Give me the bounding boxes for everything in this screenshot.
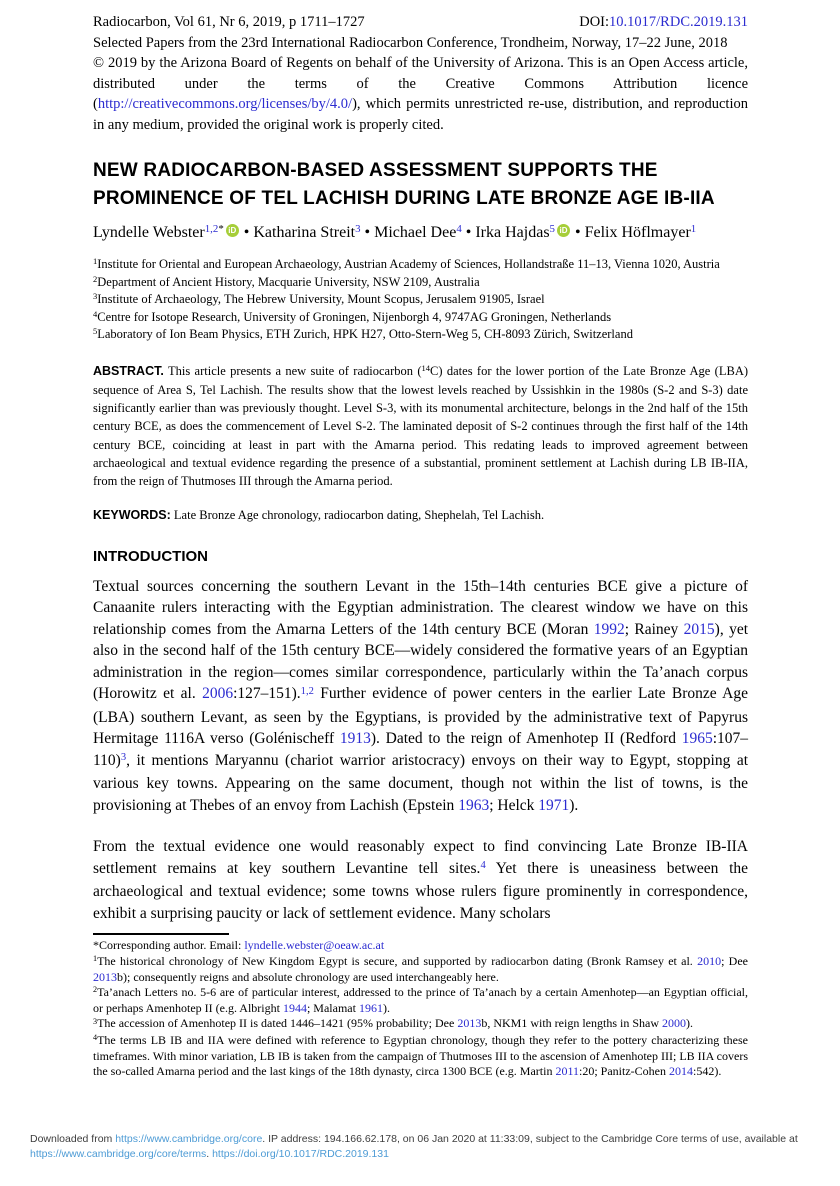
journal-reference: Radiocarbon, Vol 61, Nr 6, 2019, p 1711–1727 (93, 14, 365, 30)
journal-header-line (93, 12, 748, 33)
text-segment: b); consequently reigns and absolute chronology are used interchangeably here. (117, 969, 499, 984)
inline-link[interactable]: https://www.cambridge.org/core (115, 1133, 263, 1145)
text-segment: b, NKM1 with reign lengths in Shaw (481, 1016, 662, 1031)
intro-paragraph-2 (93, 836, 748, 924)
footnotes (93, 938, 748, 1079)
text-segment: ; Helck (489, 796, 539, 814)
author-line (93, 221, 748, 246)
affiliation-1 (93, 256, 748, 274)
text-segment: The historical chronology of New Kingdom Egypt is secure, and supported by radiocarbon dating (Bronk Ramsey et al. (97, 953, 698, 968)
inline-link[interactable]: 2013 (457, 1016, 482, 1031)
footnote-separator (93, 933, 229, 935)
text-segment: *Corresponding author. Email: (93, 938, 245, 953)
text-segment: • Irka Hajdas (461, 224, 550, 241)
inline-link[interactable]: 3 (355, 223, 361, 236)
text-segment: ), which permits unrestricted re-use, distribution, and reproduction in any medium, provided the original work is properly cited. (93, 96, 748, 133)
intro-paragraph-1 (93, 576, 748, 817)
text-segment: . (206, 1148, 213, 1160)
inline-link[interactable]: https://www.cambridge.org/core/terms (30, 1148, 207, 1160)
text-segment: The terms LB IB and IIA were defined with reference to Egyptian chronology, though they refer to the pottery characterizing these timeframes. With minor variation, LB IB is taken from the campaign of Thutmoses III to the ascension of Amenhotep III; LB IIA covers the so-called Amarna period and the last kings of the 18th dynasty, circa 1300 BCE (e.g. Martin (93, 1032, 748, 1078)
introduction-heading: INTRODUCTION (93, 547, 208, 565)
text-segment: Downloaded from (30, 1133, 116, 1145)
text-segment: , it mentions Maryannu (chariot warrior aristocracy) envoys on their way to Egypt, stopping at various key towns. Appearing on the same document, though not within the list of towns, is the provisioning at Thebes of an envoy from Lachish (Epstein (93, 751, 748, 814)
text-segment: 1 (93, 953, 98, 963)
inline-link[interactable]: 2006 (202, 685, 234, 703)
keywords-label: KEYWORDS: (93, 507, 171, 522)
text-segment: The accession of Amenhotep II is dated 1446–1421 (95% probability; Dee (97, 1016, 458, 1031)
affiliations (93, 256, 748, 344)
text-segment: 4 (93, 308, 98, 319)
text-segment: :107–110) (93, 730, 748, 769)
inline-link[interactable]: http://creativecommons.org/licenses/by/4.0/ (97, 96, 353, 112)
text-segment: Institute of Archaeology, The Hebrew University, Mount Scopus, Jerusalem 91905, Israel (97, 292, 545, 306)
inline-link[interactable]: 1971 (538, 796, 570, 814)
doi-link[interactable]: 10.1017/RDC.2019.131 (609, 14, 748, 30)
text-segment: This article presents a new suite of radiocarbon ( (163, 363, 422, 378)
text-segment: Department of Ancient History, Macquarie University, NSW 2109, Australia (97, 274, 480, 289)
text-segment: Laboratory of Ion Beam Physics, ETH Zurich, HPK H27, Otto-Stern-Weg 5, CH-8093 Zürich, Switzerland (97, 327, 633, 341)
inline-link[interactable]: 1963 (458, 796, 490, 814)
conference-line: Selected Papers from the 23rd International Radiocarbon Conference, Trondheim, Norway, 17–22 June, 2018 (93, 34, 728, 51)
text-segment: ). (685, 1016, 693, 1031)
orcid-icon[interactable]: iD (557, 224, 570, 237)
text-segment: ), yet also in the second half of the 15th century BCE—widely considered the formative years of an Egyptian administration in the region—comes similar correspondence, particularly within the Ta’anach corpus (Horowitz et al. (93, 620, 749, 703)
text-segment: Institute for Oriental and European Archaeology, Austrian Academy of Sciences, Hollandstraße 11–13, Vienna 1020, Austria (97, 257, 720, 271)
inline-link[interactable]: 1961 (358, 1001, 383, 1016)
text-segment: * (218, 223, 224, 236)
inline-link[interactable]: 1944 (282, 1001, 307, 1016)
copyright-notice (93, 53, 748, 135)
affiliation-2 (93, 274, 748, 292)
affiliation-3 (93, 291, 748, 309)
text-segment: ; Malamat (306, 1001, 359, 1016)
text-segment: • Katharina Streit (239, 224, 356, 241)
doi-line (579, 12, 748, 33)
text-segment: :127–151). (233, 685, 301, 703)
text-segment: ). Dated to the reign of Amenhotep II (Redford (370, 730, 682, 748)
inline-link[interactable]: 2015 (683, 620, 715, 638)
text-segment: Yet there is uneasiness between the archaeological and textual evidence; some towns whose rulers figure prominently in correspondence, exhibit a surprising paucity or lack of settlement evidence. Many scholars (93, 859, 749, 922)
text-segment: 4 (93, 1032, 98, 1042)
inline-link[interactable]: 4 (456, 223, 462, 236)
text-segment: . IP address: 194.166.62.178, on 06 Jan 2020 at 11:33:09, subject to the Cambridge Core terms of use, available at (262, 1133, 798, 1145)
inline-link[interactable]: 1,2 (300, 685, 314, 697)
text-segment: ; Rainey (624, 620, 684, 638)
footnote-1 (93, 954, 748, 985)
inline-link[interactable]: lyndelle.webster@oeaw.ac.at (244, 938, 385, 953)
text-segment: • Michael Dee (360, 224, 457, 241)
inline-link[interactable]: 2011 (555, 1064, 580, 1078)
text-segment: 1 (93, 256, 98, 267)
text-segment: ). (382, 1001, 390, 1016)
text-segment: Ta’anach Letters no. 5-6 are of particular interest, addressed to the prince of Ta’anach by a certain Amenhotep—an Egyptian official, or perhaps Amenhotep II (e.g. Albright (93, 984, 748, 1016)
orcid-icon[interactable]: iD (226, 224, 239, 237)
text-segment: ; Dee (721, 953, 748, 968)
inline-link[interactable]: 1992 (593, 620, 625, 638)
footnote-2 (93, 985, 748, 1016)
inline-link[interactable]: 1,2 (204, 223, 219, 236)
inline-link[interactable]: 3 (120, 752, 127, 764)
text-segment: ). (569, 796, 579, 814)
inline-link[interactable]: 2010 (697, 953, 722, 968)
inline-link[interactable]: 5 (549, 223, 555, 236)
text-segment: 5 (93, 326, 98, 337)
text-segment: 3 (93, 1016, 98, 1026)
abstract-text (93, 364, 748, 489)
affiliation-5 (93, 326, 748, 344)
text-segment: Lyndelle Webster (93, 224, 205, 241)
text-segment: 3 (93, 291, 98, 302)
footnote-4 (93, 1033, 748, 1080)
keywords (93, 506, 748, 524)
text-segment: © 2019 by the Arizona Board of Regents on behalf of the University of Arizona. This is an Open Access article, distributed under the terms of the Creative Commons Attribution licence ( (93, 55, 748, 112)
abstract-label: ABSTRACT. (93, 363, 164, 378)
inline-link[interactable]: https://doi.org/10.1017/RDC.2019.131 (212, 1148, 389, 1160)
text-segment: 2 (93, 985, 98, 995)
abstract (93, 362, 748, 491)
text-segment: Further evidence of power centers in the earlier Late Bronze Age (LBA) southern Levant, as seen by the Egyptians, is provided by the administrative text of Papyrus Hermitage 1116A verso (Golénischeff (93, 685, 749, 748)
text-segment: • Felix Höflmayer (570, 224, 691, 241)
inline-link[interactable]: 2014 (669, 1064, 694, 1078)
inline-link[interactable]: 1913 (339, 730, 371, 748)
text-segment: From the textual evidence one would reasonably expect to find convincing Late Bronze IB-IIA settlement remains at key southern Levantine tell sites. (93, 838, 748, 877)
doi-label: DOI: (579, 14, 610, 30)
page-footer (30, 1132, 802, 1162)
affiliation-4 (93, 309, 748, 327)
article-title: NEW RADIOCARBON-BASED ASSESSMENT SUPPORTS THE PROMINENCE OF TEL LACHISH DURING LATE BRONZE AGE IB-IIA (93, 160, 715, 209)
inline-link[interactable]: 2000 (661, 1016, 686, 1031)
footnote-corresponding-author (93, 938, 748, 953)
inline-link[interactable]: 2013 (93, 969, 117, 984)
footnote-3 (93, 1016, 748, 1032)
text-segment: :20; Panitz-Cohen (579, 1064, 670, 1078)
keywords-text: Late Bronze Age chronology, radiocarbon dating, Shephelah, Tel Lachish. (170, 507, 545, 522)
inline-link[interactable]: 1965 (681, 730, 713, 748)
inline-link[interactable]: 4 (480, 860, 486, 872)
text-segment: Textual sources concerning the southern Levant in the 15th–14th centuries BCE give a picture of Canaanite rulers interacting with the Egyptian administration. The clearest window we have on this relationship comes from the Amarna Letters of the 14th century BCE (Moran (93, 577, 748, 638)
text-segment: Centre for Isotope Research, University of Groningen, Nijenborgh 4, 9747AG Groningen, Netherlands (97, 309, 612, 324)
inline-link[interactable]: 1 (690, 223, 697, 236)
text-segment: 2 (93, 273, 98, 284)
text-segment: :542). (693, 1064, 722, 1078)
text-segment: 14 (421, 362, 431, 373)
text-segment: C) dates for the lower portion of the Late Bronze Age (LBA) sequence of Area S, Tel Lachish. The results show that the lowest levels reached by Ussishkin in the 1980s (S-2 and S-3) date significantly earlier than was previously thought. Level S-3, with its monumental architecture, belongs in the 2nd half of the 15th century BCE, as does the commencement of Level S-2. The laminated deposit of S-2 continues through the first half of the 14th century BCE, coinciding at least in part with the Amarna period. This redating leads to improved agreement between archaeological and textual evidence regarding the presence of a substantial, prominent settlement at Lachish during LB IB-IIA, from the reign of Thutmoses III through the Amarna period. (93, 363, 749, 489)
